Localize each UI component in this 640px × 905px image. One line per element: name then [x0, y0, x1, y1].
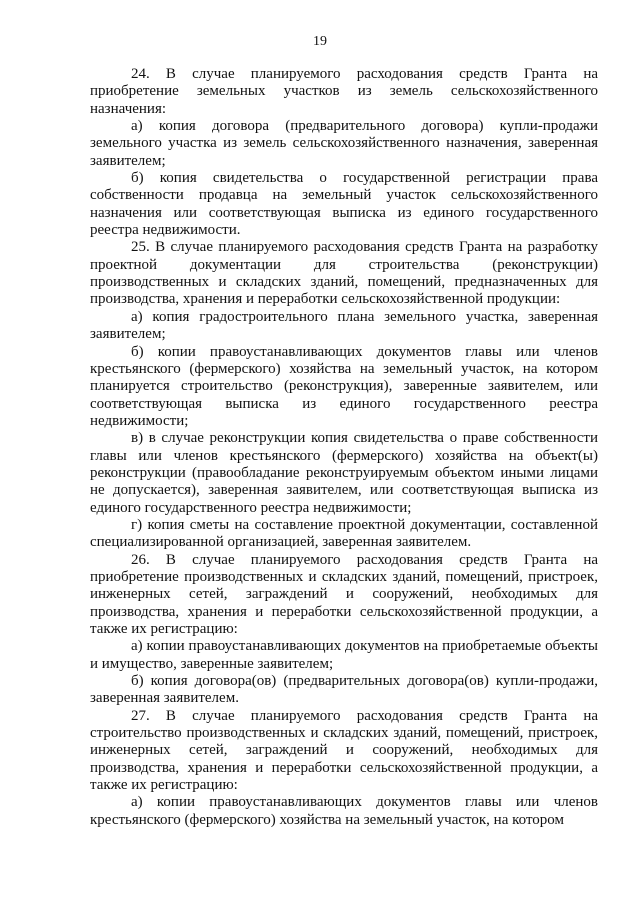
paragraph-24-a: а) копия договора (предварительного договора) купли-продажи земельного участка из земель сельскохозяйственного назначения, заверенная заявителем; [90, 118, 598, 169]
paragraph-25-g: г) копия сметы на составление проектной документации, составленной специализированной организацией, заверенная заявителем. [90, 516, 598, 551]
paragraph-24: 24. В случае планируемого расходования средств Гранта на приобретение земельных участков из земель сельскохозяйственного назначения: [90, 66, 598, 117]
page-number: 19 [313, 34, 327, 49]
paragraph-25-b: б) копии правоустанавливающих документов главы или членов крестьянского (фермерского) хозяйства на земельный участок, на котором планируется строительство (реконструкция), заверенные заявителем, или соответствующая выписка из единого государственного реестра недвижимости; [90, 343, 598, 429]
paragraph-25-a: а) копия градостроительного плана земельного участка, заверенная заявителем; [90, 308, 598, 343]
paragraph-26-a: а) копии правоустанавливающих документов на приобретаемые объекты и имущество, заверенные заявителем; [90, 638, 598, 672]
paragraph-24-b: б) копия свидетельства о государственной регистрации права собственности продавца на земельный участок сельскохозяйственного назначения или соответствующая выписка из единого государственного реестра недвижимости. [90, 170, 598, 239]
paragraph-27-a: а) копии правоустанавливающих документов главы или членов крестьянского (фермерского) хозяйства на земельный участок, на котором [90, 794, 598, 828]
paragraph-25: 25. В случае планируемого расходования средств Гранта на разработку проектной документации для строительства (реконструкции) производственных и складских зданий, помещений, предназначенных для производства, хранения и переработки сельскохозяйственной продукции: [90, 239, 598, 308]
document-body [90, 66, 598, 829]
paragraph-26-b: б) копия договора(ов) (предварительных договора(ов) купли-продажи, заверенная заявителем. [90, 673, 598, 707]
paragraph-25-v: в) в случае реконструкции копия свидетельства о праве собственности главы или членов крестьянского (фермерского) хозяйства на объект(ы) реконструкции (правообладание реконструируемым объектом иными лицами не допускается), заверенная заявителем, или соответствующая выписка из единого государственного реестра недвижимости; [90, 430, 598, 516]
paragraph-26: 26. В случае планируемого расходования средств Гранта на приобретение производственных и складских зданий, помещений, пристроек, инженерных сетей, заграждений и сооружений, необходимых для производства, хранения и переработки сельскохозяйственной продукции, а также их регистрацию: [90, 551, 598, 637]
paragraph-27: 27. В случае планируемого расходования средств Гранта на строительство производственных и складских зданий, помещений, пристроек, инженерных сетей, заграждений и сооружений, необходимых для производства, хранения и переработки сельскохозяйственной продукции, а также их регистрацию: [90, 707, 598, 794]
